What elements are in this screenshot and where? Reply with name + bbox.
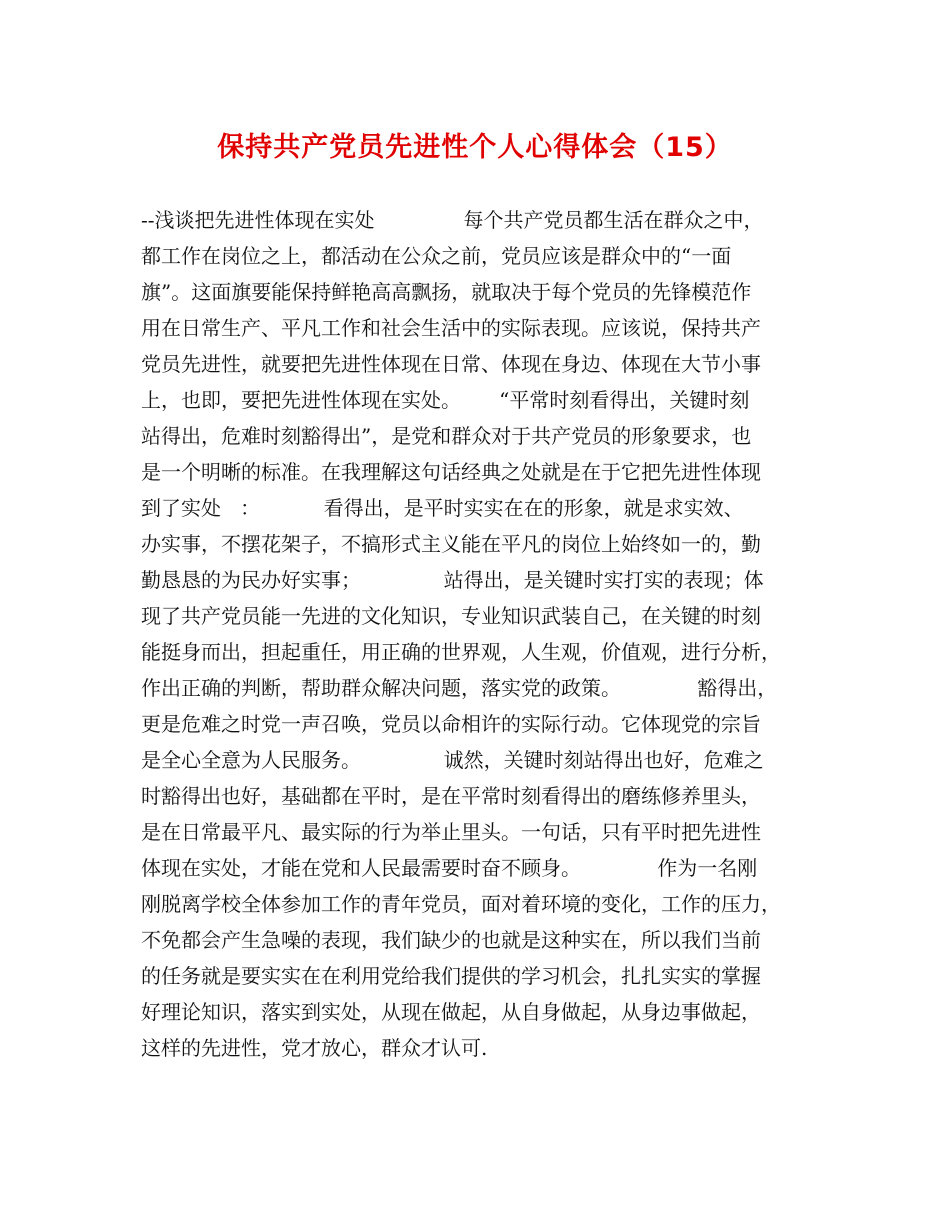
paragraph-line: 站得出，危难时刻豁得出”，是党和群众对于共产党员的形象要求，也 xyxy=(141,424,752,448)
paragraph-line: 勤恳恳的为民办好实事； 站得出，是关键时实打实的表现；体 xyxy=(141,568,764,592)
paragraph-line: --浅谈把先进性体现在实处 每个共产党员都生活在群众之中， xyxy=(141,208,764,232)
document-body xyxy=(141,202,831,1066)
paragraph-line: 的任务就是要实实在在利用党给我们提供的学习机会，扎扎实实的掌握 xyxy=(141,964,761,988)
paragraph-line: 上，也即，要把先进性体现在实处。 “平常时刻看得出，关键时刻 xyxy=(141,388,750,412)
paragraph-line: 是一个明晰的标准。在我理解这句话经典之处就是在于它把先进性体现 xyxy=(141,460,761,484)
paragraph-line: 能挺身而出，担起重任，用正确的世界观，人生观，价值观，进行分析， xyxy=(141,640,781,664)
paragraph-line: 作出正确的判断，帮助群众解决问题，落实党的政策。 豁得出， xyxy=(141,676,778,700)
paragraph-line: 刚脱离学校全体参加工作的青年党员，面对着环境的变化，工作的压力， xyxy=(141,892,781,916)
paragraph-line: 更是危难之时党一声召唤，党员以命相许的实际行动。它体现党的宗旨 xyxy=(141,712,761,736)
paragraph-line: 是全心全意为人民服务。 诚然，关键时刻站得出也好，危难之 xyxy=(141,748,764,772)
paragraph-line: 到了实处 ： 看得出，是平时实实在在的形象，就是求实效、 xyxy=(141,496,744,520)
paragraph-line: 旗”。这面旗要能保持鲜艳高高飘扬，就取决于每个党员的先锋模范作 xyxy=(141,280,752,304)
paragraph-line: 是在日常最平凡、最实际的行为举止里头。一句话，只有平时把先进性 xyxy=(141,820,761,844)
paragraph-line: 不免都会产生急噪的表现，我们缺少的也就是这种实在，所以我们当前 xyxy=(141,928,761,952)
paragraph-line: 用在日常生产、平凡工作和社会生活中的实际表现。应该说，保持共产 xyxy=(141,316,761,340)
document-title: 保持共产党员先进性个人心得体会（15） xyxy=(217,132,733,163)
paragraph-line: 都工作在岗位之上，都活动在公众之前，党员应该是群众中的“一面 xyxy=(141,244,732,268)
paragraph-line: 现了共产党员能一先进的文化知识，专业知识武装自己，在关键的时刻 xyxy=(141,604,761,628)
paragraph-line: 这样的先进性，党才放心，群众才认可. xyxy=(141,1036,488,1060)
paragraph-line: 体现在实处，才能在党和人民最需要时奋不顾身。 作为一名刚 xyxy=(141,856,758,880)
paragraph-line: 时豁得出也好，基础都在平时，是在平常时刻看得出的磨练修养里头， xyxy=(141,784,761,808)
paragraph-line: 办实事，不摆花架子，不搞形式主义能在平凡的岗位上始终如一的，勤 xyxy=(141,532,761,556)
paragraph-line: 好理论知识，落实到实处，从现在做起，从自身做起，从身边事做起， xyxy=(141,1000,761,1024)
paragraph-line: 党员先进性，就要把先进性体现在日常、体现在身边、体现在大节小事 xyxy=(141,352,761,376)
